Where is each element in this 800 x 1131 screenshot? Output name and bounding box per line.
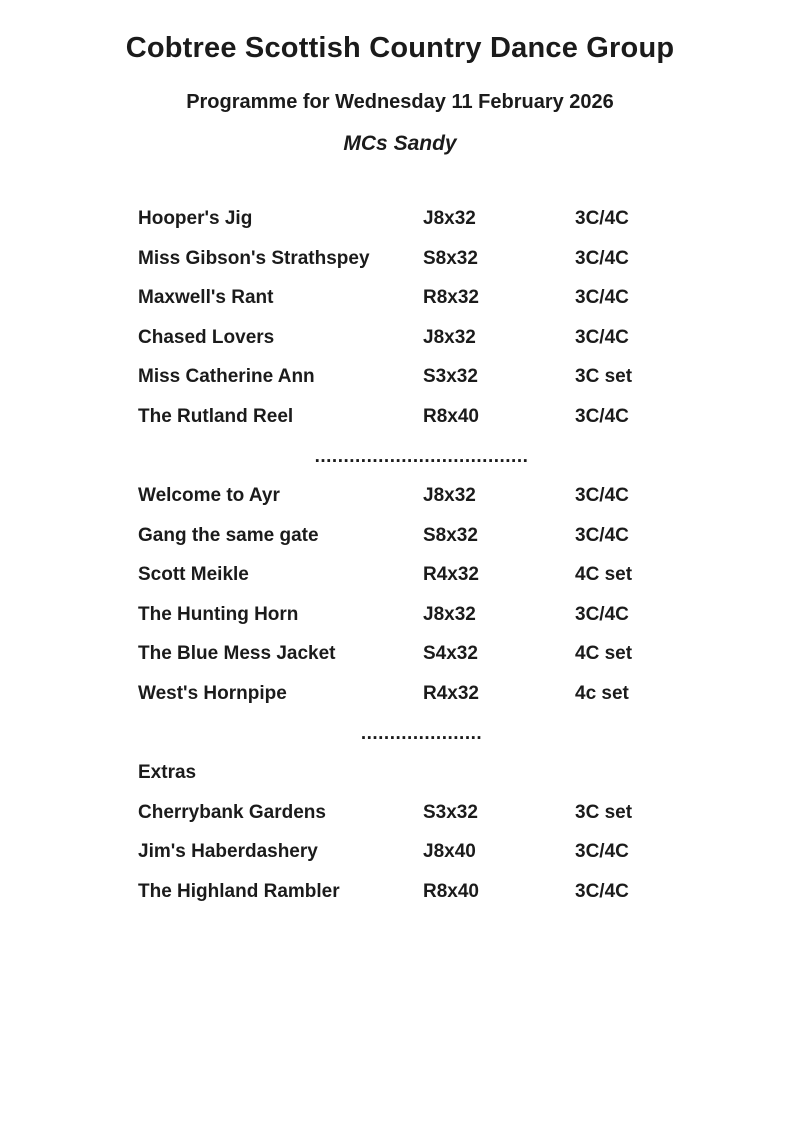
dance-name: Miss Gibson's Strathspey (138, 247, 370, 269)
dance-row (0, 516, 800, 556)
dance-name: Gang the same gate (138, 524, 319, 546)
section-divider-dots: ..................... (360, 723, 483, 744)
dance-tune: J8x32 (423, 326, 476, 348)
section-divider-row (0, 437, 800, 477)
dance-row (0, 239, 800, 279)
dance-set: 3C/4C (575, 326, 629, 348)
section-heading: Extras (138, 762, 197, 784)
dance-name: The Highland Rambler (138, 880, 340, 902)
dance-set: 3C/4C (575, 247, 629, 269)
dance-tune: J8x32 (423, 208, 476, 230)
dance-row (0, 872, 800, 912)
dance-name: Chased Lovers (138, 326, 275, 348)
dance-name: Scott Meikle (138, 564, 249, 586)
dance-row (0, 793, 800, 833)
dance-row (0, 318, 800, 358)
dance-set: 3C set (575, 801, 633, 823)
dance-row (0, 595, 800, 635)
dance-row (0, 358, 800, 398)
programme-list (0, 200, 800, 912)
dance-name: Maxwell's Rant (138, 287, 274, 309)
dance-set: 3C/4C (575, 524, 629, 546)
dance-row (0, 200, 800, 240)
dance-row (0, 556, 800, 596)
dance-row (0, 279, 800, 319)
dance-tune: J8x32 (423, 485, 476, 507)
dance-row (0, 833, 800, 873)
dance-set: 3C/4C (575, 603, 629, 625)
dance-set: 4c set (575, 682, 629, 704)
dance-name: The Hunting Horn (138, 603, 299, 625)
dance-set: 3C/4C (575, 841, 629, 863)
mc-line: MCs Sandy (343, 132, 457, 156)
dance-row (0, 635, 800, 675)
dance-tune: R4x32 (423, 564, 479, 586)
dance-set: 3C/4C (575, 208, 629, 230)
dance-tune: R4x32 (423, 682, 479, 704)
dance-row (0, 477, 800, 517)
dance-name: The Rutland Reel (138, 405, 294, 427)
page-subtitle: Programme for Wednesday 11 February 2026 (186, 91, 614, 114)
dance-name: Welcome to Ayr (138, 485, 280, 507)
section-divider-dots: ..................................... (314, 446, 529, 467)
dance-tune: S8x32 (423, 524, 478, 546)
dance-name: Hooper's Jig (138, 208, 253, 230)
dance-tune: R8x32 (423, 287, 479, 309)
dance-row (0, 674, 800, 714)
dance-tune: J8x40 (423, 841, 476, 863)
dance-set: 3C/4C (575, 287, 629, 309)
dance-tune: S3x32 (423, 801, 478, 823)
dance-row (0, 397, 800, 437)
dance-name: Miss Catherine Ann (138, 366, 315, 388)
page-title: Cobtree Scottish Country Dance Group (125, 32, 675, 64)
dance-set: 3C/4C (575, 485, 629, 507)
dance-tune: R8x40 (423, 405, 479, 427)
dance-name: The Blue Mess Jacket (138, 643, 336, 665)
dance-name: Jim's Haberdashery (138, 841, 318, 863)
dance-set: 3C set (575, 366, 633, 388)
dance-set: 3C/4C (575, 880, 629, 902)
dance-name: West's Hornpipe (138, 682, 287, 704)
section-heading-row (0, 754, 800, 794)
section-divider-row (0, 714, 800, 754)
dance-tune: S8x32 (423, 247, 478, 269)
dance-tune: J8x32 (423, 603, 476, 625)
dance-tune: S3x32 (423, 366, 478, 388)
dance-set: 3C/4C (575, 405, 629, 427)
dance-set: 4C set (575, 643, 633, 665)
dance-name: Cherrybank Gardens (138, 801, 326, 823)
dance-set: 4C set (575, 564, 633, 586)
dance-tune: R8x40 (423, 880, 479, 902)
dance-tune: S4x32 (423, 643, 478, 665)
